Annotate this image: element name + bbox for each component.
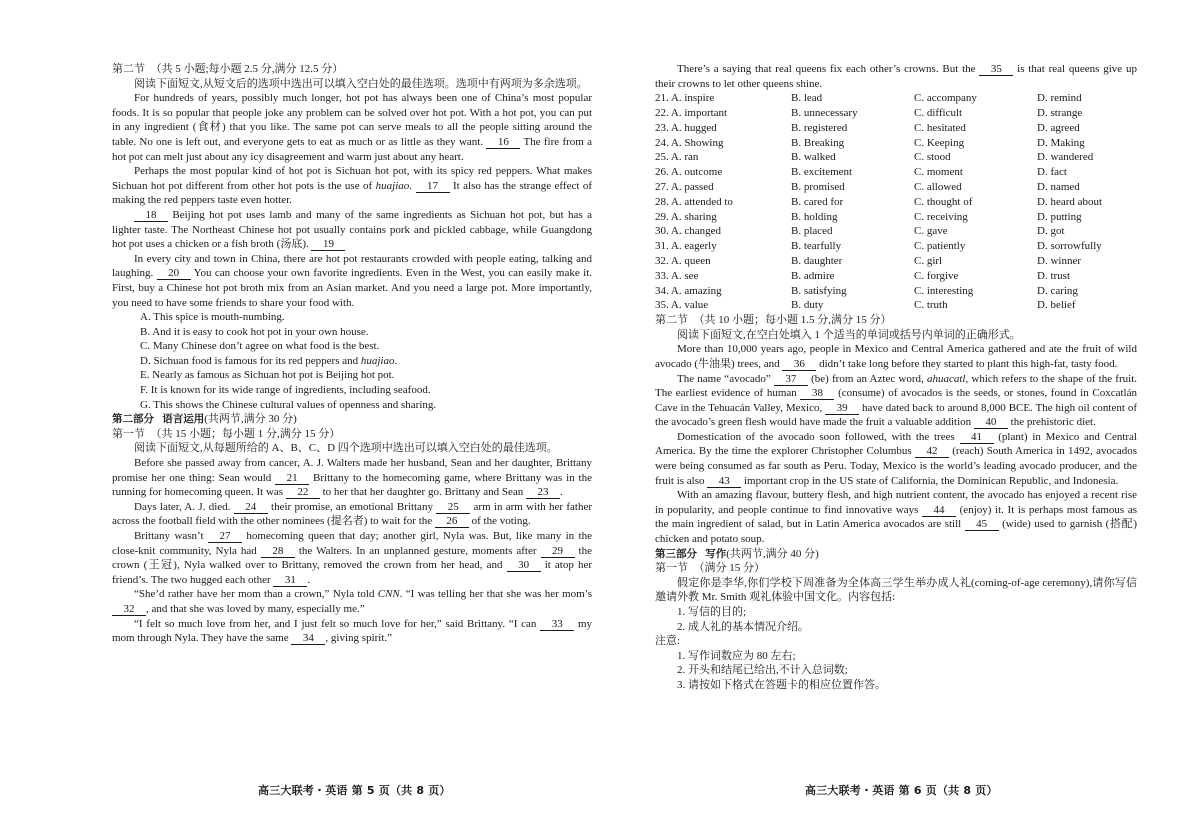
blank-43[interactable]: 43: [707, 476, 741, 488]
section-2-heading: 第二节 （共 5 小题;每小题 2.5 分,满分 12.5 分）: [112, 63, 344, 75]
option-g: G. This shows the Chinese cultural values of openness and sharing.: [140, 398, 437, 411]
section-1-heading: 第一节 （共 15 小题；每小题 1 分,满分 15 分）: [112, 427, 341, 440]
right-page-column: [655, 62, 1137, 693]
page-6-footer: 高三大联考・英语 第 6 页（共 8 页）: [805, 784, 998, 797]
choice-option-d[interactable]: D. remind: [1037, 92, 1082, 105]
blank-16[interactable]: 16: [486, 137, 520, 149]
choice-option-a[interactable]: 23. A. hugged: [655, 121, 717, 134]
story-paragraph-1: Before she passed away from cancer, A. J. Walters made her husband, Sean and her daughter, Brittany promise her one thing: Sean would 21 Brittany to the homecoming game, where Brittany was in the running for homecoming queen. It was 22 to her that her daughter go. Brittany and Sean 23 .: [112, 457, 592, 499]
choice-option-c[interactable]: C. stood: [914, 151, 951, 164]
blank-42[interactable]: 42: [915, 446, 949, 458]
choice-option-d[interactable]: D. sorrowfully: [1037, 240, 1102, 253]
choice-option-a[interactable]: 24. A. Showing: [655, 136, 724, 149]
choice-row: [655, 91, 1137, 106]
blank-26[interactable]: 26: [435, 516, 469, 528]
hotpot-paragraph-4: In every city and town in China, there are hot pot restaurants crowded with people eating, talking and laughing. 20 You can choose your own favorite ingredients. Even in the West, you can easily make it. First, buy a Chinese hot pot broth mix from an Asian market. And you need a large pot. More importantly, you need to have some friends to share your food with.: [112, 252, 593, 309]
choice-option-b[interactable]: B. promised: [791, 180, 845, 193]
choice-option-c[interactable]: C. moment: [914, 166, 963, 179]
choice-option-d[interactable]: D. caring: [1037, 284, 1078, 297]
blank-44[interactable]: 44: [922, 505, 956, 517]
story-paragraph-3: Brittany wasn’t 27 homecoming queen that day; another girl, Nyla was. But, like many in the close-knit community, Nyla had 28 the Walters. In an unplanned gesture, moments after 29 the crown (王冠), Nyla walked over to Brittany, removed the crown from her head, and 30 it atop her friend’s. The two hugged each other 31 .: [112, 530, 592, 586]
choice-option-c[interactable]: C. girl: [914, 254, 943, 267]
story-paragraph-4: “She’d rather have her mom than a crown,” Nyla told CNN. “I was telling her that she was her mom’s 32 , and that she was loved by many, especially me.”: [112, 587, 592, 616]
part-2-heading: 第二部分 语言运用(共两节,满分 30 分): [112, 413, 297, 426]
blank-17[interactable]: 17: [416, 181, 450, 193]
choice-option-c[interactable]: C. receiving: [914, 210, 968, 223]
choice-option-c[interactable]: C. patiently: [914, 240, 966, 253]
choice-option-b[interactable]: B. satisfying: [791, 284, 847, 297]
choice-option-b[interactable]: B. tearfully: [791, 240, 842, 253]
choice-option-d[interactable]: D. fact: [1037, 166, 1067, 179]
blank-22[interactable]: 22: [286, 487, 320, 499]
writing-point-1: 1. 写信的目的;: [677, 606, 747, 619]
blank-20[interactable]: 20: [157, 268, 191, 280]
option-d: D. Sichuan food is famous for its red peppers and huajiao.: [140, 354, 398, 367]
choice-option-c[interactable]: C. gave: [914, 225, 948, 238]
hotpot-paragraph-3: 18 Beijing hot pot uses lamb and many of the same ingredients as Sichuan hot pot, but has a lighter taste. The Northeast Chinese hot pot usually contains pork and pickled cabbage, while Guangdong hot pot uses a chicken or a fish broth (汤底). 19: [112, 208, 592, 251]
writing-point-2: 2. 成人礼的基本情况介绍。: [677, 620, 809, 633]
choice-table: [655, 91, 1137, 313]
blank-40[interactable]: 40: [974, 417, 1008, 429]
blank-39[interactable]: 39: [825, 403, 859, 415]
choice-option-a[interactable]: 30. A. changed: [655, 225, 721, 238]
note-3: 3. 请按如下格式在答题卡的相应位置作答。: [677, 678, 886, 691]
blank-35[interactable]: 35: [979, 64, 1013, 76]
choice-option-b[interactable]: B. registered: [791, 121, 848, 134]
choice-option-b[interactable]: B. walked: [791, 151, 836, 164]
story-paragraph-6: There’s a saying that real queens fix each other’s crowns. But the 35 is that real queens give up their crowns to let other queens shine.: [655, 63, 1137, 90]
hotpot-paragraph-1: For hundreds of years, possibly much longer, hot pot has always been one of China’s most popular foods. It is so popular that people joke any problem can be solved over hot pot. With a hot pot, you can put in any ingredient (食材) that you like. The same pot can serve meals to all the people sitting around the table. No one is left out, and everyone gets to eat as much or as little as they want. 16 The fire from a hot pot can melt just about any icy disagreement and warm just about any heart.: [112, 92, 593, 163]
choice-row: [655, 210, 1137, 225]
blank-23[interactable]: 23: [526, 487, 560, 499]
option-e: E. Nearly as famous as Sichuan hot pot is Beijing hot pot.: [140, 369, 395, 382]
blank-37[interactable]: 37: [774, 374, 808, 386]
choice-option-a[interactable]: 25. A. ran: [655, 151, 699, 164]
blank-34[interactable]: 34: [291, 633, 325, 645]
blank-30[interactable]: 30: [507, 560, 541, 572]
choice-option-d[interactable]: D. named: [1037, 180, 1080, 193]
choice-option-a[interactable]: 34. A. amazing: [655, 284, 722, 297]
option-c: C. Many Chinese don’t agree on what food is the best.: [140, 340, 380, 353]
answer-options-list: [112, 310, 592, 412]
choice-option-d[interactable]: D. agreed: [1037, 121, 1080, 134]
part-3-heading: 第三部分 写作(共两节,满分 40 分): [655, 547, 819, 560]
choice-option-d[interactable]: D. putting: [1037, 210, 1082, 223]
choice-option-b[interactable]: B. holding: [791, 210, 838, 223]
story-paragraph-5: “I felt so much love from her, and I just felt so much love for her,” said Brittany. “I can 33 my mom through Nyla. They have the same 34 , giving spirit.”: [112, 617, 593, 645]
choice-option-b[interactable]: B. unnecessary: [791, 106, 858, 119]
choice-option-b[interactable]: B. duty: [791, 299, 824, 312]
choice-option-c[interactable]: C. interesting: [914, 284, 974, 297]
notes-heading: 注意:: [655, 635, 681, 648]
writing-task: 假定你是李华,你们学校下周准备为全体高三学生举办成人礼(coming-of-age ceremony),请你写信邀请外教 Mr. Smith 观礼体验中国文化。内容包括:: [655, 576, 1137, 604]
choice-row: [655, 269, 1137, 284]
blank-38[interactable]: 38: [800, 388, 834, 400]
choice-option-c[interactable]: C. Keeping: [914, 136, 965, 149]
blank-19[interactable]: 19: [311, 239, 345, 251]
choice-row: [655, 298, 1137, 313]
choice-option-c[interactable]: C. truth: [914, 299, 948, 312]
blank-41[interactable]: 41: [960, 432, 994, 444]
blank-29[interactable]: 29: [541, 546, 575, 558]
note-2: 2. 开头和结尾已给出,不计入总词数;: [677, 664, 848, 677]
choice-option-b[interactable]: B. daughter: [791, 254, 843, 267]
blank-28[interactable]: 28: [261, 546, 295, 558]
choice-row: [655, 136, 1137, 151]
choice-row: [655, 150, 1137, 165]
blank-24[interactable]: 24: [234, 502, 268, 514]
choice-option-a[interactable]: 35. A. value: [655, 299, 709, 312]
left-page-column: [112, 62, 592, 646]
option-b: B. And it is easy to cook hot pot in your own house.: [140, 325, 369, 338]
option-a: A. This spice is mouth-numbing.: [140, 311, 285, 324]
choice-option-c[interactable]: C. difficult: [914, 106, 963, 119]
choice-option-d[interactable]: D. trust: [1037, 269, 1070, 282]
blank-36[interactable]: 36: [782, 359, 816, 371]
choice-row: [655, 165, 1137, 180]
choice-option-a[interactable]: 31. A. eagerly: [655, 240, 717, 253]
choice-row: [655, 239, 1137, 254]
blank-31[interactable]: 31: [273, 575, 307, 587]
page-5-footer: 高三大联考・英语 第 5 页（共 8 页）: [258, 784, 451, 797]
section-2b-heading: 第二节 （共 10 小题；每小题 1.5 分,满分 15 分）: [655, 314, 892, 327]
choice-option-a[interactable]: 26. A. outcome: [655, 166, 723, 179]
choice-row: [655, 121, 1137, 136]
choice-option-b[interactable]: B. placed: [791, 225, 833, 238]
blank-25[interactable]: 25: [436, 502, 470, 514]
choice-row: [655, 254, 1137, 269]
avocado-paragraph-4: With an amazing flavour, buttery flesh, and high nutrient content, the avocado has enjoyed a recent rise in popularity, and people continue to find innovative ways 44 (enjoy) it. It is perhaps most famous as the main ingredient of salad, but in Latin America avocados are still 45 (wide) used to garnish (搭配) chicken and potato soup.: [655, 489, 1137, 546]
choice-option-b[interactable]: B. cared for: [791, 195, 844, 208]
section-2b-instruction: 阅读下面短文,在空白处填入 1 个适当的单词或括号内单词的正确形式。: [677, 328, 1021, 341]
avocado-paragraph-1: More than 10,000 years ago, people in Mexico and Central America gathered and ate the fruit of wild avocado (牛油果) trees, and 36 didn’t take long before they started to plant this high-fat, tasty food.: [655, 343, 1137, 370]
choice-row: [655, 180, 1137, 195]
choice-option-a[interactable]: 29. A. sharing: [655, 210, 717, 223]
choice-row: [655, 195, 1137, 210]
choice-option-d[interactable]: D. winner: [1037, 254, 1081, 267]
blank-33[interactable]: 33: [540, 619, 574, 631]
note-1: 1. 写作词数应为 80 左右;: [677, 649, 796, 662]
choice-option-d[interactable]: D. got: [1037, 225, 1065, 238]
choice-option-a[interactable]: 32. A. queen: [655, 254, 711, 267]
section-1-instruction: 阅读下面短文,从每题所给的 A、B、C、D 四个选项中选出可以填入空白处的最佳选项。: [134, 442, 558, 455]
choice-row: [655, 284, 1137, 299]
choice-option-d[interactable]: D. wandered: [1037, 151, 1094, 164]
choice-option-a[interactable]: 28. A. attended to: [655, 195, 733, 208]
blank-21[interactable]: 21: [275, 473, 309, 485]
choice-option-d[interactable]: D. Making: [1037, 136, 1085, 149]
choice-option-c[interactable]: C. forgive: [914, 269, 959, 282]
choice-option-c[interactable]: C. allowed: [914, 180, 962, 193]
option-f: F. It is known for its wide range of ingredients, including seafood.: [140, 384, 431, 397]
avocado-paragraph-3: Domestication of the avocado soon followed, with the trees 41 (plant) in Mexico and Central America. By the time the explorer Christopher Columbus 42 (reach) South America in 1492, avocados were being consumed as far south as Peru. Today, Mexico is the world’s leading avocado producer, and the fruit is also 43 important crop in the US state of California, the Dominican Republic, and Indonesia.: [655, 430, 1137, 487]
blank-45[interactable]: 45: [965, 519, 999, 531]
choice-option-d[interactable]: D. strange: [1037, 106, 1083, 119]
choice-option-b[interactable]: B. Breaking: [791, 136, 845, 149]
choice-row: [655, 224, 1137, 239]
choice-option-a[interactable]: 27. A. passed: [655, 180, 714, 193]
choice-option-b[interactable]: B. lead: [791, 92, 823, 105]
choice-option-c[interactable]: C. hesitated: [914, 121, 966, 134]
choice-option-c[interactable]: C. accompany: [914, 92, 977, 105]
section-2-instruction: 阅读下面短文,从短文后的选项中选出可以填入空白处的最佳选项。选项中有两项为多余选项。: [134, 77, 588, 90]
choice-option-b[interactable]: B. excitement: [791, 166, 853, 179]
choice-option-a[interactable]: 22. A. important: [655, 106, 728, 119]
choice-row: [655, 106, 1137, 121]
blank-32[interactable]: 32: [112, 604, 146, 616]
choice-option-c[interactable]: C. thought of: [914, 195, 973, 208]
blank-27[interactable]: 27: [208, 531, 242, 543]
story-paragraph-2: Days later, A. J. died. 24 their promise, an emotional Brittany 25 arm in arm with her father across the football field with the other nominees (提名者) to wait for the 26 of the voting.: [112, 500, 592, 528]
blank-18[interactable]: 18: [134, 210, 168, 222]
choice-option-b[interactable]: B. admire: [791, 269, 835, 282]
choice-option-a[interactable]: 33. A. see: [655, 269, 699, 282]
choice-option-d[interactable]: D. heard about: [1037, 195, 1103, 208]
choice-option-d[interactable]: D. belief: [1037, 299, 1076, 312]
choice-option-a[interactable]: 21. A. inspire: [655, 92, 715, 105]
section-1c-heading: 第一节 （满分 15 分）: [655, 562, 765, 575]
hotpot-paragraph-2: Perhaps the most popular kind of hot pot is Sichuan hot pot, with its spicy red peppers. What makes Sichuan hot pot different from other hot pots is the use of huajiao. 17 It also has the strange effect of making the red peppers taste even hotter.: [112, 165, 593, 207]
avocado-paragraph-2: The name “avocado” 37 (be) from an Aztec word, ahuacatl, which refers to the shape of the fruit. The earliest evidence of human 38 (consume) of avocados is the seeds, or stones, found in Coxcatlán Cave in the Tehuacán Valley, Mexico, 39 have dated back to around 8,000 BCE. The high oil content of the avocado’s green flesh would have made the fruit a valuable addition 40 the prehistoric diet.: [655, 372, 1137, 429]
